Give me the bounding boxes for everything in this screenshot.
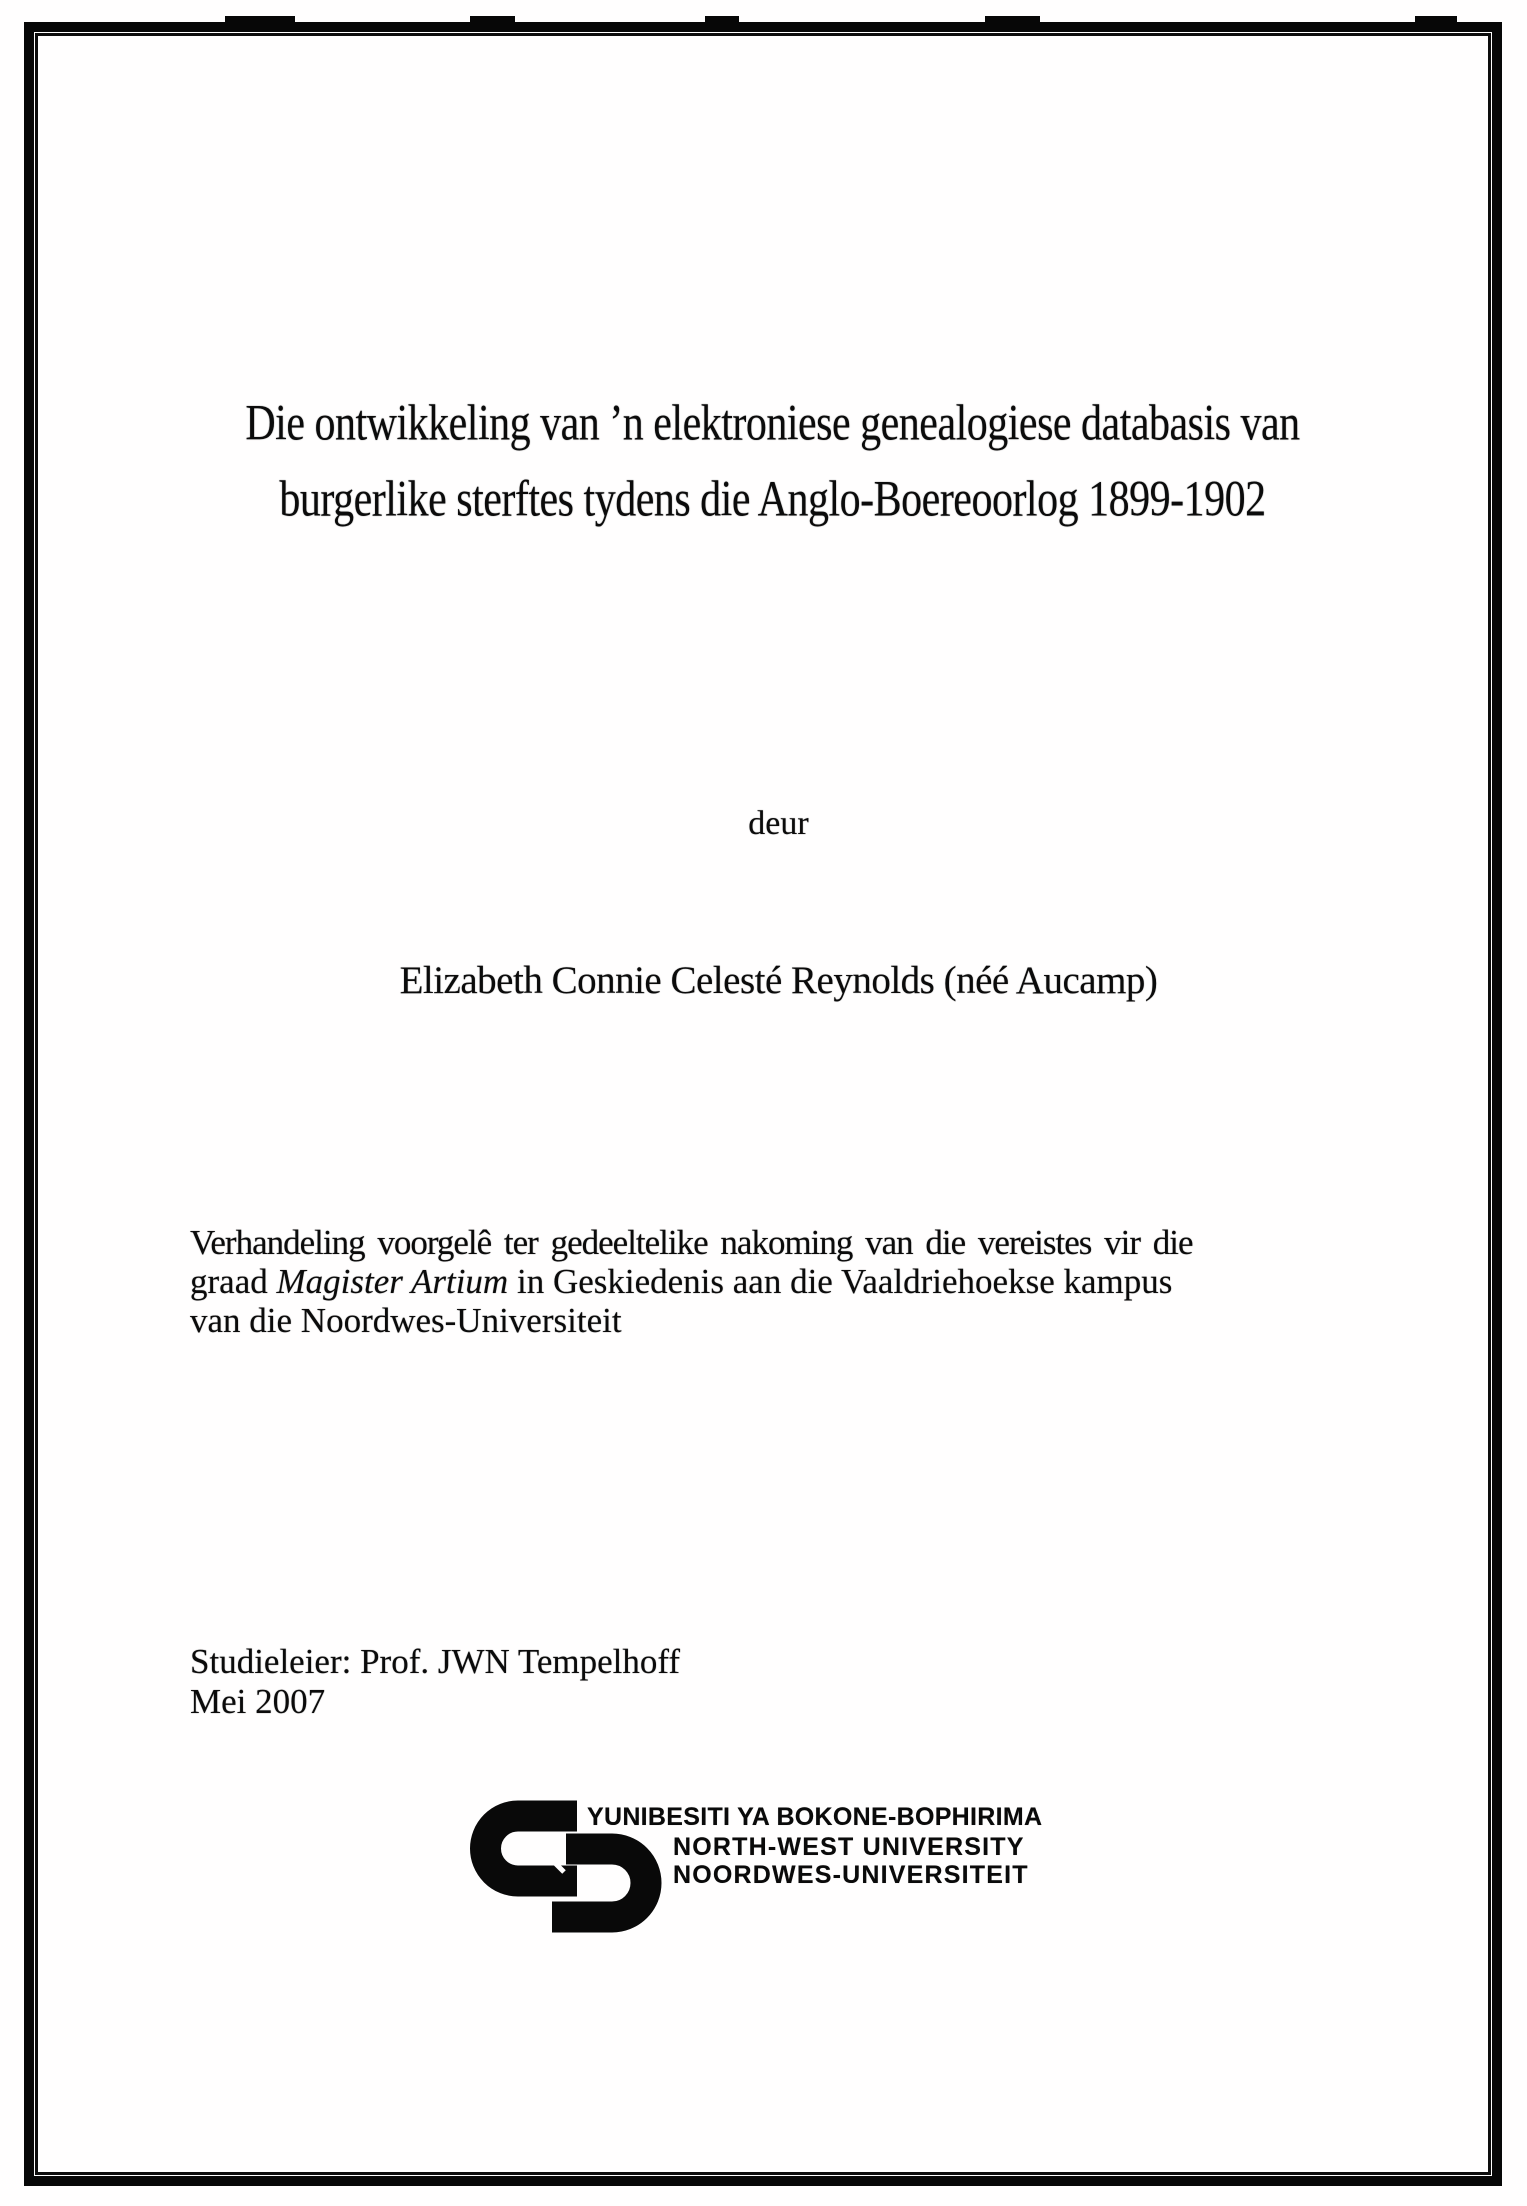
logo-text-english: NORTH-WEST UNIVERSITY: [673, 1833, 1025, 1861]
thesis-title: [40, 386, 1505, 537]
scan-artifact: [705, 16, 739, 24]
thesis-statement: [190, 1223, 1342, 1340]
statement-line2-pre: graad: [190, 1262, 277, 1301]
degree-name: Magister Artium: [276, 1262, 509, 1301]
scan-artifact: [225, 16, 295, 24]
statement-line3: van die Noordwes-Universiteit: [190, 1301, 622, 1340]
statement-line2: [190, 1262, 1342, 1301]
byline: deur: [748, 805, 809, 842]
statement-line2-post: in Geskiedenis aan die Vaaldriehoekse kampus: [508, 1262, 1173, 1301]
date-line: Mei 2007: [190, 1682, 326, 1721]
supervisor-block: [190, 1642, 680, 1722]
scan-artifact: [1415, 16, 1457, 24]
supervisor-line: Studieleier: Prof. JWN Tempelhoff: [190, 1642, 681, 1681]
scan-artifact: [985, 16, 1040, 24]
logo-text-afrikaans: NOORDWES-UNIVERSITEIT: [673, 1861, 1029, 1889]
logo-text-setswana: YUNIBESITI YA BOKONE-BOPHIRIMA: [587, 1803, 1043, 1831]
thesis-title-line1: Die ontwikkeling van ’n elektroniese genealogiese databasis van: [245, 395, 1300, 452]
scan-artifact: [470, 16, 515, 24]
author-name: Elizabeth Connie Celesté Reynolds (néé Aucamp): [399, 959, 1158, 1002]
thesis-title-line2: burgerlike sterftes tydens die Anglo-Boereoorlog 1899-1902: [279, 471, 1266, 528]
statement-line1: Verhandeling voorgelê ter gedeeltelike nakoming van die vereistes vir die: [190, 1223, 1193, 1262]
